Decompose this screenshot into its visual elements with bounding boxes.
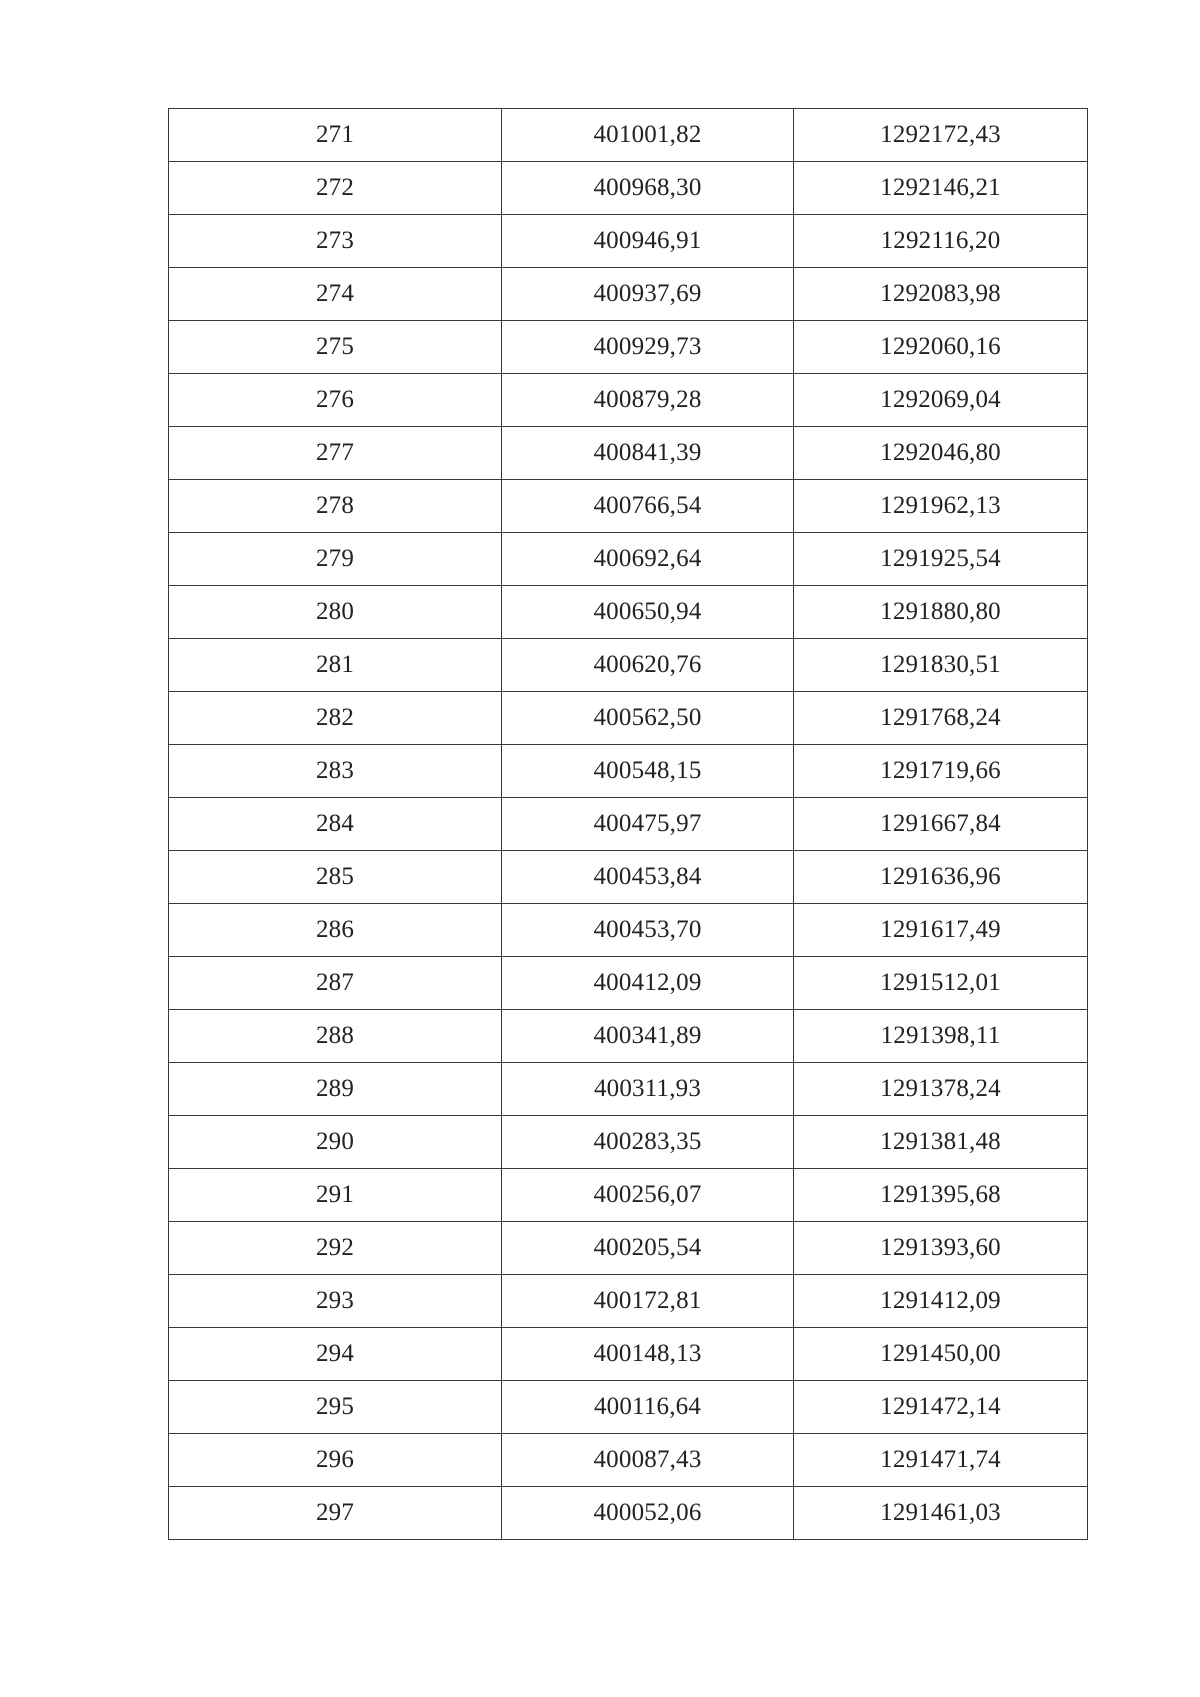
table-row	[169, 427, 1088, 480]
x-coordinate-cell: 400692,64	[502, 533, 794, 586]
x-coordinate-cell: 400283,35	[502, 1116, 794, 1169]
table-row	[169, 1169, 1088, 1222]
table-row	[169, 268, 1088, 321]
y-coordinate-cell: 1291398,11	[794, 1010, 1088, 1063]
y-coordinate-cell: 1291381,48	[794, 1116, 1088, 1169]
y-coordinate-cell: 1292146,21	[794, 162, 1088, 215]
y-coordinate-cell: 1292060,16	[794, 321, 1088, 374]
table-row	[169, 374, 1088, 427]
y-coordinate-cell: 1291830,51	[794, 639, 1088, 692]
point-number-cell: 279	[169, 533, 502, 586]
point-number-cell: 273	[169, 215, 502, 268]
table-row	[169, 957, 1088, 1010]
point-number-cell: 290	[169, 1116, 502, 1169]
x-coordinate-cell: 400968,30	[502, 162, 794, 215]
x-coordinate-cell: 400548,15	[502, 745, 794, 798]
point-number-cell: 282	[169, 692, 502, 745]
x-coordinate-cell: 400205,54	[502, 1222, 794, 1275]
x-coordinate-cell: 400929,73	[502, 321, 794, 374]
y-coordinate-cell: 1291471,74	[794, 1434, 1088, 1487]
y-coordinate-cell: 1291768,24	[794, 692, 1088, 745]
table-row	[169, 745, 1088, 798]
y-coordinate-cell: 1291412,09	[794, 1275, 1088, 1328]
y-coordinate-cell: 1291378,24	[794, 1063, 1088, 1116]
x-coordinate-cell: 400341,89	[502, 1010, 794, 1063]
table-row	[169, 1275, 1088, 1328]
point-number-cell: 278	[169, 480, 502, 533]
point-number-cell: 295	[169, 1381, 502, 1434]
point-number-cell: 293	[169, 1275, 502, 1328]
y-coordinate-cell: 1292116,20	[794, 215, 1088, 268]
point-number-cell: 276	[169, 374, 502, 427]
y-coordinate-cell: 1291667,84	[794, 798, 1088, 851]
y-coordinate-cell: 1291461,03	[794, 1487, 1088, 1540]
table-row	[169, 480, 1088, 533]
table-row	[169, 692, 1088, 745]
table-row	[169, 586, 1088, 639]
point-number-cell: 296	[169, 1434, 502, 1487]
table-row	[169, 1381, 1088, 1434]
y-coordinate-cell: 1291636,96	[794, 851, 1088, 904]
point-number-cell: 275	[169, 321, 502, 374]
point-number-cell: 287	[169, 957, 502, 1010]
x-coordinate-cell: 400311,93	[502, 1063, 794, 1116]
point-number-cell: 288	[169, 1010, 502, 1063]
y-coordinate-cell: 1291719,66	[794, 745, 1088, 798]
table-row	[169, 215, 1088, 268]
x-coordinate-cell: 400766,54	[502, 480, 794, 533]
y-coordinate-cell: 1291472,14	[794, 1381, 1088, 1434]
y-coordinate-cell: 1291393,60	[794, 1222, 1088, 1275]
x-coordinate-cell: 400453,70	[502, 904, 794, 957]
point-number-cell: 280	[169, 586, 502, 639]
point-number-cell: 294	[169, 1328, 502, 1381]
x-coordinate-cell: 400087,43	[502, 1434, 794, 1487]
point-number-cell: 277	[169, 427, 502, 480]
table-row	[169, 109, 1088, 162]
y-coordinate-cell: 1291395,68	[794, 1169, 1088, 1222]
table-row	[169, 1063, 1088, 1116]
y-coordinate-cell: 1291450,00	[794, 1328, 1088, 1381]
y-coordinate-cell: 1292046,80	[794, 427, 1088, 480]
x-coordinate-cell: 400256,07	[502, 1169, 794, 1222]
y-coordinate-cell: 1292083,98	[794, 268, 1088, 321]
point-number-cell: 289	[169, 1063, 502, 1116]
point-number-cell: 292	[169, 1222, 502, 1275]
x-coordinate-cell: 400879,28	[502, 374, 794, 427]
x-coordinate-cell: 400946,91	[502, 215, 794, 268]
x-coordinate-cell: 400841,39	[502, 427, 794, 480]
y-coordinate-cell: 1292069,04	[794, 374, 1088, 427]
table-row	[169, 1487, 1088, 1540]
x-coordinate-cell: 400475,97	[502, 798, 794, 851]
point-number-cell: 283	[169, 745, 502, 798]
point-number-cell: 284	[169, 798, 502, 851]
x-coordinate-cell: 400116,64	[502, 1381, 794, 1434]
table-row	[169, 533, 1088, 586]
table-row	[169, 904, 1088, 957]
y-coordinate-cell: 1291962,13	[794, 480, 1088, 533]
x-coordinate-cell: 400148,13	[502, 1328, 794, 1381]
table-row	[169, 1222, 1088, 1275]
y-coordinate-cell: 1292172,43	[794, 109, 1088, 162]
table-row	[169, 1116, 1088, 1169]
x-coordinate-cell: 400172,81	[502, 1275, 794, 1328]
table-row	[169, 798, 1088, 851]
table-row	[169, 1010, 1088, 1063]
x-coordinate-cell: 401001,82	[502, 109, 794, 162]
x-coordinate-cell: 400937,69	[502, 268, 794, 321]
table-row	[169, 1434, 1088, 1487]
table-row	[169, 1328, 1088, 1381]
x-coordinate-cell: 400453,84	[502, 851, 794, 904]
point-number-cell: 271	[169, 109, 502, 162]
x-coordinate-cell: 400620,76	[502, 639, 794, 692]
point-number-cell: 286	[169, 904, 502, 957]
coordinates-table	[168, 108, 1088, 1540]
table-row	[169, 851, 1088, 904]
y-coordinate-cell: 1291880,80	[794, 586, 1088, 639]
table-row	[169, 321, 1088, 374]
point-number-cell: 285	[169, 851, 502, 904]
point-number-cell: 274	[169, 268, 502, 321]
y-coordinate-cell: 1291925,54	[794, 533, 1088, 586]
table-row	[169, 639, 1088, 692]
point-number-cell: 281	[169, 639, 502, 692]
x-coordinate-cell: 400650,94	[502, 586, 794, 639]
x-coordinate-cell: 400412,09	[502, 957, 794, 1010]
point-number-cell: 272	[169, 162, 502, 215]
table-row	[169, 162, 1088, 215]
x-coordinate-cell: 400562,50	[502, 692, 794, 745]
point-number-cell: 291	[169, 1169, 502, 1222]
table-body	[169, 109, 1088, 1540]
point-number-cell: 297	[169, 1487, 502, 1540]
y-coordinate-cell: 1291512,01	[794, 957, 1088, 1010]
x-coordinate-cell: 400052,06	[502, 1487, 794, 1540]
y-coordinate-cell: 1291617,49	[794, 904, 1088, 957]
